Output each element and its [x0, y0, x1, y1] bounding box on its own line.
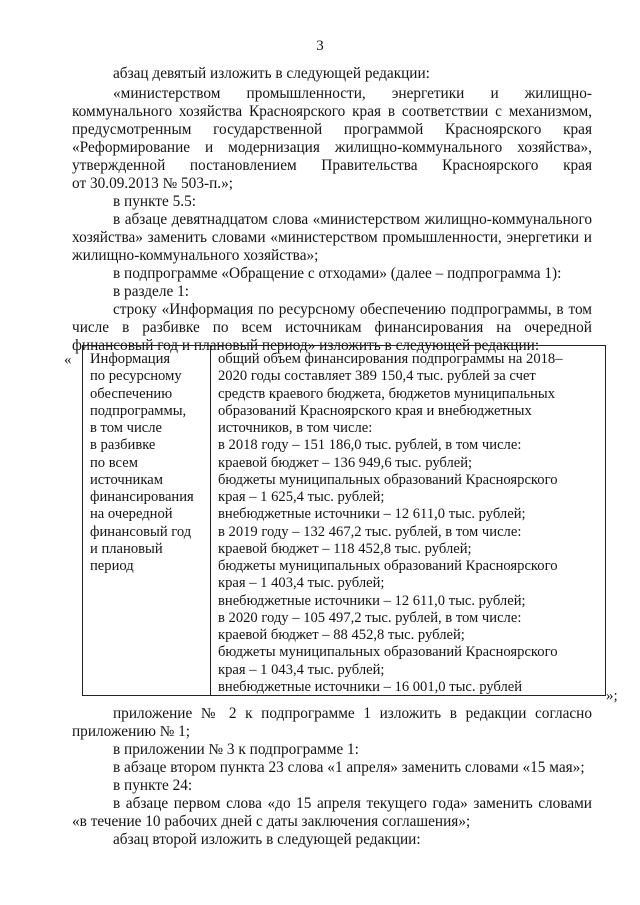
table-right-line: краевой бюджет – 136 949,6 тыс. рублей; — [218, 454, 473, 471]
table-right-cell — [218, 351, 603, 696]
table-right-line: внебюджетные источники – 12 611,0 тыс. рублей; — [218, 506, 526, 523]
table-left-line: обеспечению — [90, 385, 173, 402]
text-line: в пункте 24: — [113, 777, 193, 794]
text-line: хозяйства» заменить словами «министерством промышленности, энергетики и — [72, 229, 592, 246]
table-right-line: краевой бюджет – 88 452,8 тыс. рублей; — [218, 627, 465, 643]
table-left-line: подпрограммы, — [90, 402, 187, 419]
table-right-line: средств краевого бюджета, бюджетов муниципальных — [218, 385, 556, 402]
text-line: числе в разбивке по всем источникам финансирования на очередной — [72, 319, 592, 336]
resource-table — [82, 345, 606, 696]
table-right-line: в 2018 году – 151 186,0 тыс. рублей, в том числе: — [218, 437, 522, 454]
table-left-line: Информация — [90, 351, 171, 367]
text-line: в абзаце втором пункта 23 слова «1 апреля» заменить словами «15 мая»; — [113, 759, 585, 776]
table-left-line: финансирования — [90, 489, 194, 505]
table-right-line: в 2020 году – 105 497,2 тыс. рублей, в том числе: — [218, 609, 522, 626]
text-line: в абзаце девятнадцатом слова «министерством жилищно-коммунального — [113, 211, 592, 228]
table-left-line: по всем — [90, 454, 138, 471]
table-right-line: краевой бюджет – 118 452,8 тыс. рублей; — [218, 540, 472, 557]
text-line: жилищно-коммунального хозяйства»; — [72, 247, 319, 264]
table-right-line: бюджеты муниципальных образований Красноярского — [218, 558, 558, 574]
table-left-line: в разбивке — [90, 437, 156, 454]
table-left-line: финансовый год — [90, 523, 192, 540]
text-line: «Реформирование и модернизация жилищно-коммунального хозяйства», — [72, 139, 592, 156]
text-line: от 30.09.2013 № 503-п.»; — [72, 175, 233, 192]
table-right-line: образований Красноярского края и внебюджетных — [218, 402, 532, 419]
quote-open: « — [64, 352, 72, 368]
text-line: приложение № 2 к подпрограмме 1 изложить в редакции согласно — [113, 705, 592, 722]
table-left-cell — [90, 351, 208, 575]
table-right-line: края – 1 403,4 тыс. рублей; — [218, 575, 385, 592]
text-line: финансовый год и плановый период» изложить в следующей редакции: — [72, 337, 540, 354]
quote-close: »; — [606, 688, 618, 704]
table-left-line: на очередной — [90, 506, 173, 523]
text-line: предусмотренным государственной программой Красноярского края — [72, 121, 592, 138]
table-right-line: внебюджетные источники – 12 611,0 тыс. рублей; — [218, 592, 526, 609]
text-line: в пункте 5.5: — [113, 193, 196, 210]
table-left-line: и плановый — [90, 540, 163, 557]
table-right-line: бюджеты муниципальных образований Красноярского — [218, 471, 558, 488]
table-right-line: края – 1 625,4 тыс. рублей; — [218, 489, 385, 505]
text-line: строку «Информация по ресурсному обеспечению подпрограммы, в том — [113, 301, 592, 318]
table-left-line: период — [90, 558, 134, 574]
text-line: «в течение 10 рабочих дней с даты заключения соглашения»; — [72, 813, 471, 830]
table-left-line: по ресурсному — [90, 368, 182, 385]
table-right-line: внебюджетные источники – 16 001,0 тыс. рублей — [218, 678, 523, 695]
table-right-line: 2020 годы составляет 389 150,4 тыс. рублей за счет — [218, 368, 536, 385]
table-right-line: бюджеты муниципальных образований Красноярского — [218, 644, 558, 661]
text-line: приложению № 1; — [72, 723, 191, 740]
text-line: коммунального хозяйства Красноярского края в соответствии с механизмом, — [72, 103, 592, 120]
table-left-line: источникам — [90, 471, 163, 488]
table-column-divider — [210, 346, 211, 695]
text-line: в подпрограмме «Обращение с отходами» (далее – подпрограмма 1): — [113, 265, 562, 282]
text-line: в приложении № 3 к подпрограмме 1: — [113, 741, 359, 758]
text-line: абзац второй изложить в следующей редакции: — [113, 831, 421, 848]
text-line: в абзаце первом слова «до 15 апреля текущего года» заменить словами — [113, 795, 592, 812]
table-right-line: источников, в том числе: — [218, 420, 373, 436]
table-right-line: общий объем финансирования подпрограммы на 2018– — [218, 351, 563, 367]
table-right-line: в 2019 году – 132 467,2 тыс. рублей, в том числе: — [218, 523, 522, 540]
page-number: 3 — [316, 38, 324, 54]
text-line: в разделе 1: — [113, 283, 189, 300]
text-line: «министерством промышленности, энергетики и жилищно- — [113, 85, 592, 102]
text-line: абзац девятый изложить в следующей редакции: — [113, 65, 430, 82]
text-line: утвержденной постановлением Правительства Красноярского края — [72, 157, 592, 174]
table-right-line: края – 1 043,4 тыс. рублей; — [218, 661, 385, 678]
table-left-line: в том числе — [90, 420, 163, 436]
